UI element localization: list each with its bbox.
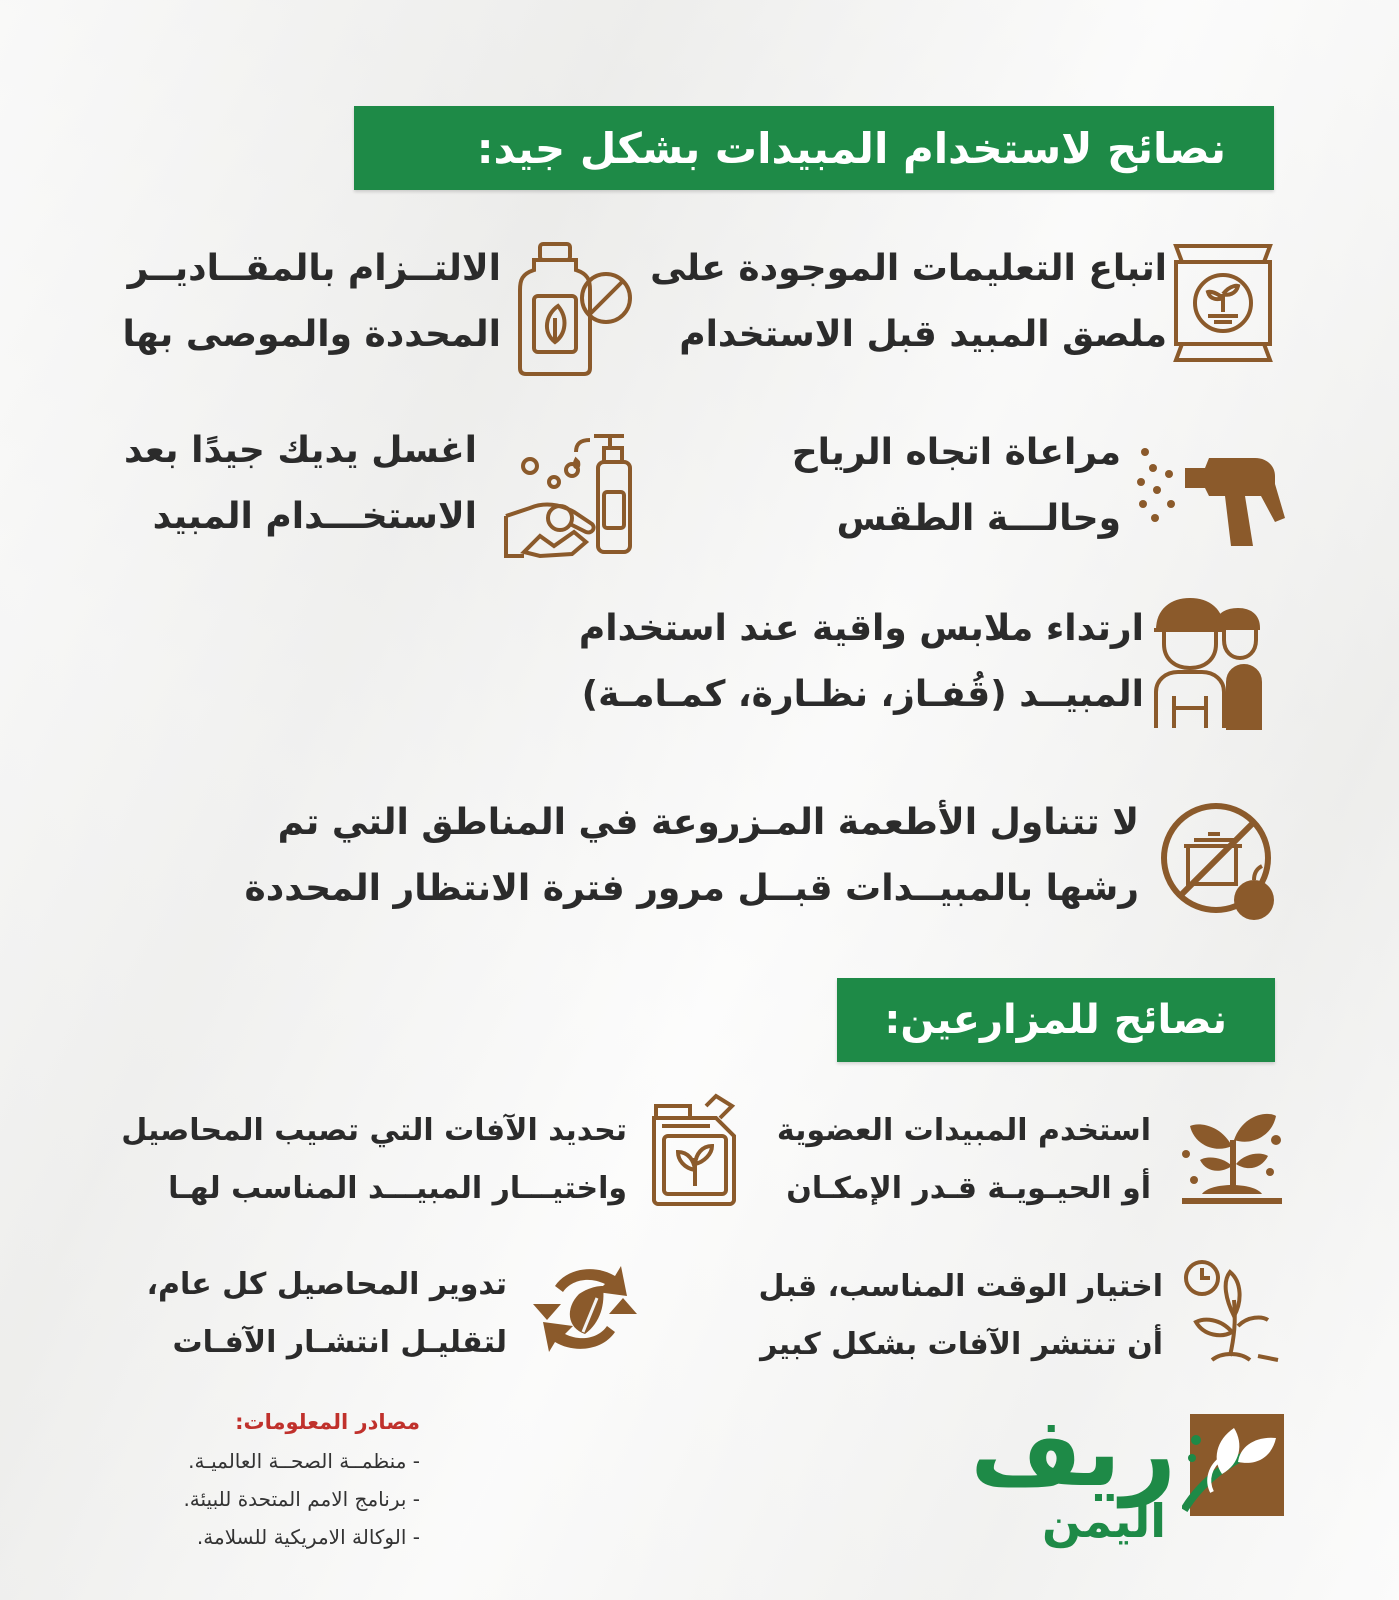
tip-crop-rotation: [147, 1256, 507, 1372]
tip-line: استخدم المبيدات العضوية: [776, 1113, 1151, 1148]
logo-sub-text: اليمن: [1041, 1494, 1166, 1548]
tip-line: لتقليـل انتشـار الآفـات: [172, 1325, 507, 1360]
source-item: - منظمــة الصحــة العالميـة.: [188, 1449, 420, 1473]
sprout-icon: [1180, 1094, 1284, 1206]
tip-line: واختيـــار المبيـــد المناسب لهـا: [168, 1171, 627, 1206]
tip-dont-eat: [245, 790, 1139, 922]
section-title-banner: [354, 106, 1274, 190]
tip-doses: [123, 236, 501, 368]
tip-line: أن تنتشر الآفات بشكل كبير: [760, 1327, 1163, 1362]
tip-line: الاستخـــدام المبيد: [152, 496, 477, 537]
section-title: نصائح لاستخدام المبيدات بشكل جيد:: [476, 123, 1226, 173]
clock-plant-icon: [1182, 1256, 1282, 1362]
tip-line: المحددة والموصى بها: [122, 314, 501, 355]
tip-line: ارتداء ملابس واقية عند استخدام: [578, 608, 1144, 649]
pesticide-bag-icon: [1168, 240, 1278, 365]
sources: [120, 1402, 420, 1556]
source-item: - الوكالة الامريكية للسلامة.: [196, 1525, 420, 1549]
tip-line: مراعاة اتجاه الرياح: [791, 432, 1121, 473]
sources-title: مصادر المعلومات:: [235, 1410, 420, 1434]
no-food-icon: [1158, 800, 1278, 924]
tip-line: اتباع التعليمات الموجودة على: [650, 248, 1167, 289]
hand-wash-icon: [500, 432, 640, 564]
spray-bottle-icon: [510, 240, 635, 378]
tip-line: تحديد الآفات التي تصيب المحاصيل: [121, 1113, 627, 1148]
tip-organic: [777, 1102, 1151, 1218]
tip-protective-clothing: [579, 596, 1144, 728]
leaf-logo-icon: [1182, 1410, 1288, 1520]
tip-line: أو الحيـويـة قـدر الإمكـان: [786, 1171, 1151, 1206]
brand-logo: [938, 1396, 1288, 1555]
tip-line: وحالـــة الطقس: [836, 498, 1121, 539]
tip-line: ملصق المبيد قبل الاستخدام: [679, 314, 1167, 355]
tip-line: تدوير المحاصيل كل عام،: [146, 1267, 507, 1302]
tip-wash-hands: [124, 418, 477, 550]
tip-line: لا تتناول الأطعمة المـزروعة في المناطق التي تم: [277, 802, 1139, 843]
protective-gear-icon: [1152, 596, 1262, 732]
tip-line: رشها بالمبيــدات قبــل مرور فترة الانتظار المحددة: [244, 868, 1139, 909]
logo-main-text: ريف: [970, 1396, 1176, 1508]
sprayer-icon: [1135, 438, 1287, 550]
tip-identify-pests: [121, 1102, 627, 1218]
tip-line: اختيار الوقت المناسب، قبل: [758, 1269, 1163, 1304]
tip-follow-instructions: [650, 236, 1167, 368]
section-title: نصائح للمزارعين:: [884, 997, 1227, 1043]
source-item: - برنامج الامم المتحدة للبيئة.: [183, 1487, 420, 1511]
tip-line: المبيــد (قُفـاز، نظـارة، كمـامـة): [581, 674, 1144, 715]
jerrycan-icon: [650, 1092, 740, 1206]
tip-line: الالتــزام بالمقــاديــر: [127, 248, 501, 289]
section-title-banner: [837, 978, 1275, 1062]
tip-line: اغسل يديك جيدًا بعد: [123, 430, 477, 471]
crop-rotation-icon: [525, 1256, 645, 1362]
tip-right-time: [758, 1258, 1163, 1374]
tip-wind: [792, 420, 1121, 552]
